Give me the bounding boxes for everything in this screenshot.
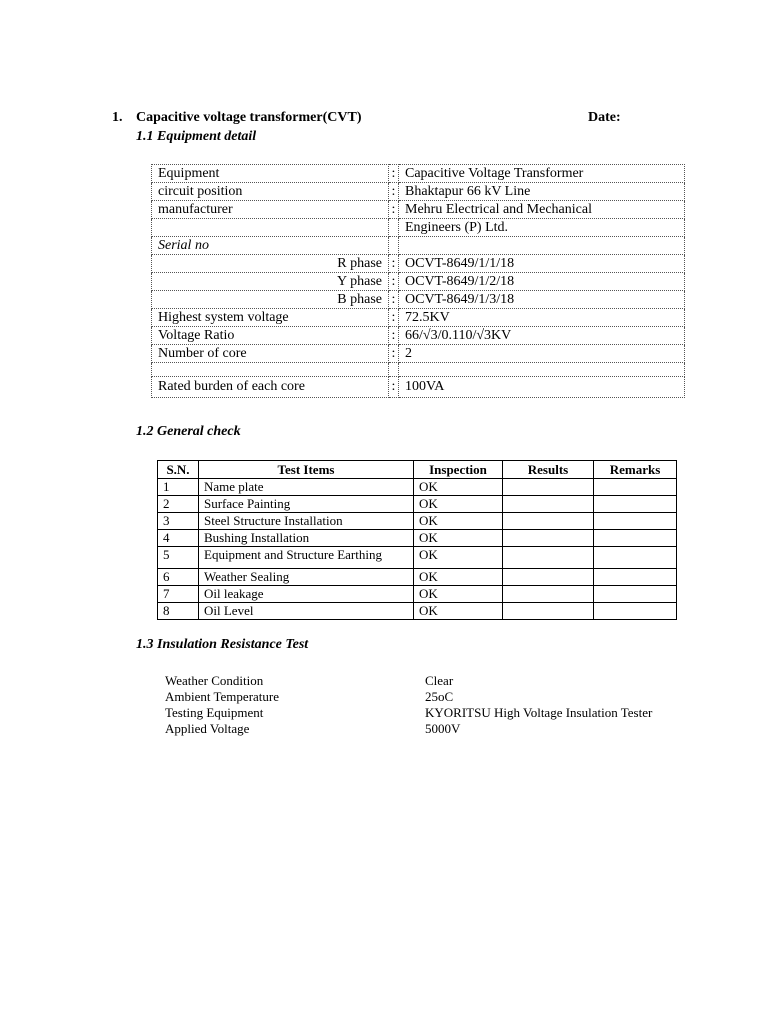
cell-inspection: OK [414,586,503,603]
table-header-row [158,461,677,479]
table-row [152,183,685,201]
applied-voltage-label: Applied Voltage [165,721,250,736]
cell-inspection: OK [414,603,503,620]
row-label: Highest system voltage [152,309,389,327]
equipment-detail-heading: 1.1 Equipment detail [136,129,257,144]
row-colon: : [389,309,399,327]
cell-sn: 8 [158,603,199,620]
ambient-temperature-value: 25oC [425,689,454,704]
row-colon: : [389,345,399,363]
row-colon: : [389,201,399,219]
column-header: S.N. [158,461,199,479]
testing-equipment-label: Testing Equipment [165,705,264,720]
row-colon [389,237,399,255]
column-header: Test Items [199,461,414,479]
table-row [152,165,685,183]
date-label: Date: [588,110,621,125]
column-header: Results [503,461,594,479]
row-value: Bhaktapur 66 kV Line [399,183,685,201]
row-colon: : [389,183,399,201]
cell-remarks [594,479,677,496]
row-label [152,219,389,237]
row-value [399,237,685,255]
cell-item: Equipment and Structure Earthing [199,547,414,569]
document-title: Capacitive voltage transformer(CVT) [136,110,362,125]
cell-results [503,547,594,569]
table-row [152,327,685,345]
ambient-temperature-label: Ambient Temperature [165,689,280,704]
serial-no-label: Serial no [152,237,389,255]
r-phase-label: R phase [152,255,389,273]
row-value: 72.5KV [399,309,685,327]
cell-item: Bushing Installation [199,530,414,547]
table-row [152,345,685,363]
general-check-table [157,460,677,620]
cell-results [503,479,594,496]
y-phase-label: Y phase [152,273,389,291]
row-value: 2 [399,345,685,363]
cell-results [503,513,594,530]
equipment-detail-table [151,164,685,398]
cell-remarks [594,547,677,569]
table-row [158,603,677,620]
b-phase-label: B phase [152,291,389,309]
cell-sn: 7 [158,586,199,603]
cell-item: Steel Structure Installation [199,513,414,530]
row-colon: : [389,377,399,398]
row-colon: : [389,165,399,183]
row-value [399,363,685,377]
row-label: manufacturer [152,201,389,219]
row-colon: : [389,255,399,273]
cell-item: Weather Sealing [199,569,414,586]
table-row [152,255,685,273]
table-row [158,530,677,547]
weather-condition-value: Clear [425,673,454,688]
cell-remarks [594,586,677,603]
table-row [152,377,685,398]
table-row [152,309,685,327]
table-row [158,496,677,513]
applied-voltage-value: 5000V [425,721,461,736]
cell-item: Oil leakage [199,586,414,603]
row-value: Engineers (P) Ltd. [399,219,685,237]
row-colon: : [389,291,399,309]
table-row [158,479,677,496]
table-row [158,586,677,603]
row-value: Mehru Electrical and Mechanical [399,201,685,219]
r-phase-serial: OCVT-8649/1/1/18 [399,255,685,273]
cell-remarks [594,496,677,513]
cell-results [503,496,594,513]
table-row [158,513,677,530]
row-colon [389,219,399,237]
row-label: Voltage Ratio [152,327,389,345]
row-value: Capacitive Voltage Transformer [399,165,685,183]
row-value: 100VA [399,377,685,398]
cell-sn: 1 [158,479,199,496]
insulation-test-heading: 1.3 Insulation Resistance Test [136,637,309,652]
cell-inspection: OK [414,479,503,496]
table-row [152,201,685,219]
cell-item: Oil Level [199,603,414,620]
row-label: Rated burden of each core [152,377,389,398]
cell-inspection: OK [414,569,503,586]
cell-remarks [594,569,677,586]
weather-condition-label: Weather Condition [165,673,264,688]
table-row [152,219,685,237]
column-header: Remarks [594,461,677,479]
cell-results [503,569,594,586]
row-colon [389,363,399,377]
table-row [152,237,685,255]
cell-sn: 6 [158,569,199,586]
cell-remarks [594,530,677,547]
section-number: 1. [112,110,123,125]
table-row [158,569,677,586]
cell-inspection: OK [414,513,503,530]
cell-item: Name plate [199,479,414,496]
cell-sn: 3 [158,513,199,530]
cell-inspection: OK [414,547,503,569]
table-row [152,273,685,291]
row-value: 66/√3/0.110/√3KV [399,327,685,345]
b-phase-serial: OCVT-8649/1/3/18 [399,291,685,309]
row-colon: : [389,327,399,345]
row-label: Equipment [152,165,389,183]
cell-results [503,603,594,620]
table-row [152,363,685,377]
cell-sn: 5 [158,547,199,569]
row-colon: : [389,273,399,291]
testing-equipment-value: KYORITSU High Voltage Insulation Tester [425,705,653,720]
table-row [152,291,685,309]
column-header: Inspection [414,461,503,479]
cell-results [503,586,594,603]
general-check-heading: 1.2 General check [136,424,241,439]
row-label [152,363,389,377]
cell-item: Surface Painting [199,496,414,513]
cell-results [503,530,594,547]
table-row [158,547,677,569]
row-label: circuit position [152,183,389,201]
cell-sn: 2 [158,496,199,513]
cell-inspection: OK [414,496,503,513]
y-phase-serial: OCVT-8649/1/2/18 [399,273,685,291]
cell-remarks [594,603,677,620]
cell-remarks [594,513,677,530]
cell-inspection: OK [414,530,503,547]
row-label: Number of core [152,345,389,363]
cell-sn: 4 [158,530,199,547]
